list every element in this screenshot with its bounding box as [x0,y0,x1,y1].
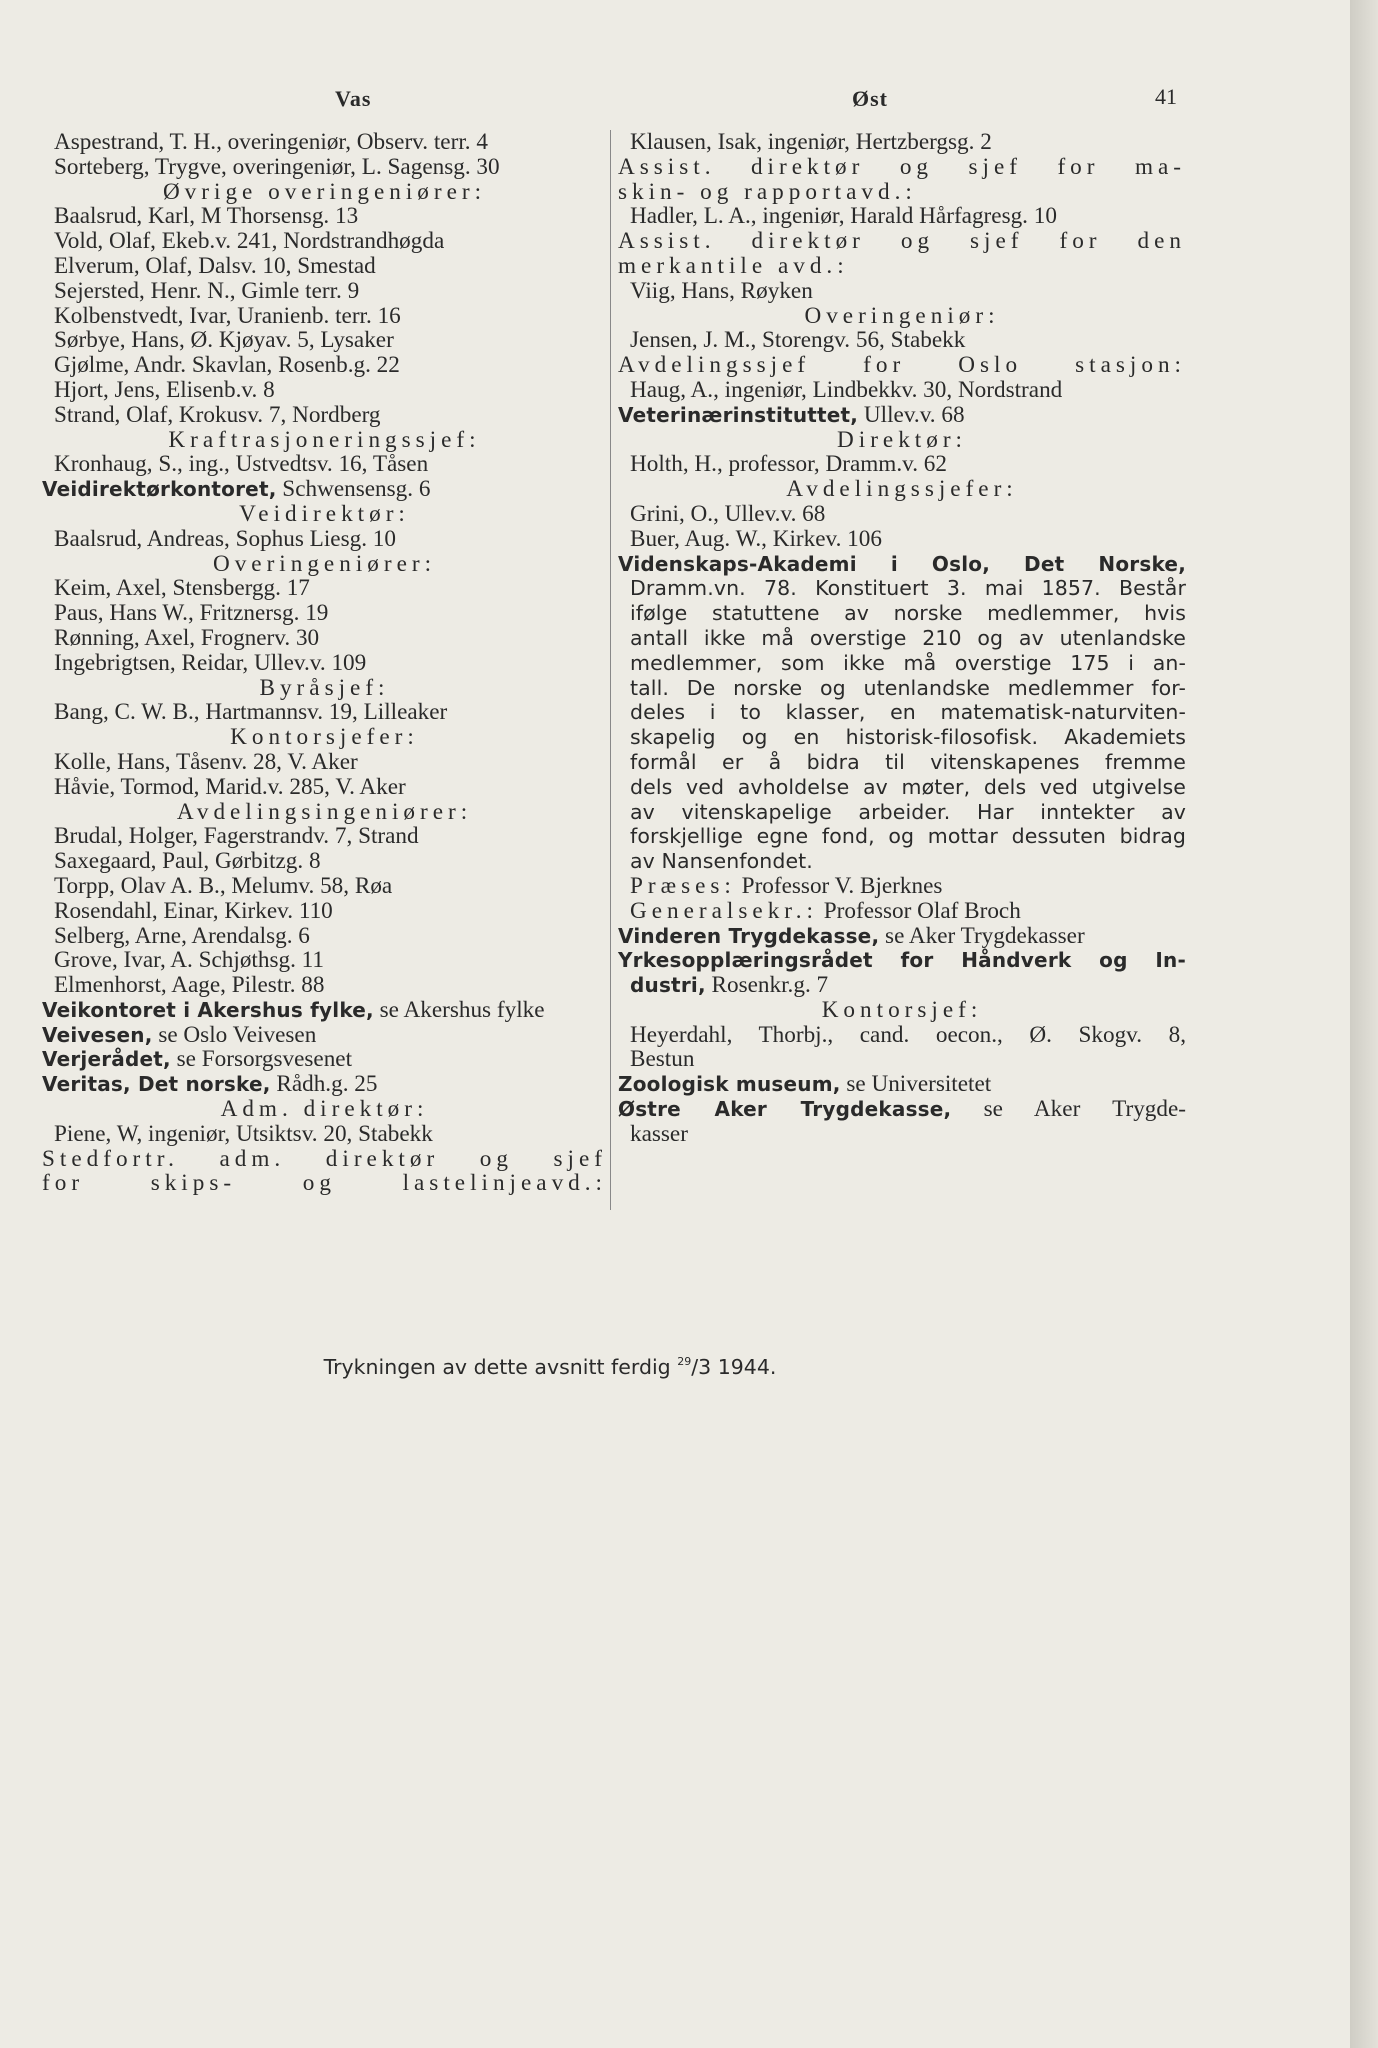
directory-entry [42,304,607,329]
line-text: Stedfortr. adm. direktør og sjef [42,1145,607,1172]
directory-entry [42,204,607,229]
institution-name: Veterinærinstituttet, [618,402,859,427]
line-text: antall ikke må overstige 210 og av utenlandske [630,625,1186,650]
institution-name: Vinderen Trygdekasse, [618,923,880,948]
section-heading [42,428,607,453]
line-text: Avdelingssjef for Oslo stasjon: [618,352,1186,379]
directory-entry [42,328,607,353]
line-text: deles i to klasser, en matematisk-naturviten- [630,700,1186,725]
line-text: av Nansenfondet. [630,849,813,874]
body-text-line [618,676,1186,701]
left-column [42,130,607,1196]
line-text: Kontorsjefer: [230,724,419,751]
directory-entry [42,973,607,998]
body-text-line [618,775,1186,800]
section-heading [618,428,1186,453]
institution-name: Veivesen, [42,1022,153,1047]
section-heading [618,180,1186,205]
section-heading [618,254,1186,279]
line-text: medlemmer, som ikke må overstige 175 i an- [630,650,1186,675]
body-text-line [618,800,1186,825]
directory-entry [618,279,1186,304]
line-text: Grini, O., Ullev.v. 68 [630,500,826,527]
line-text: tall. De norske og utenlandske medlemmer for- [630,675,1186,700]
institution-entry [42,1072,607,1097]
institution-entry [618,973,1186,998]
line-text: se Aker Trygde- [951,1096,1186,1123]
section-heading [42,180,607,205]
directory-entry [42,651,607,676]
institution-name: Veritas, Det norske, [42,1072,271,1097]
section-heading [42,800,607,825]
section-heading [42,676,607,701]
line-text: Elverum, Olaf, Dalsv. 10, Smestad [54,252,376,279]
body-text-line [618,601,1186,626]
section-heading [42,1097,607,1122]
line-text: Håvie, Tormod, Marid.v. 285, V. Aker [54,773,406,800]
body-text-line [618,750,1186,775]
directory-entry [42,750,607,775]
institution-entry [618,1097,1186,1122]
line-text: Bestun [630,1046,695,1073]
line-text: Assist. direktør og sjef for ma- [618,153,1186,180]
line-text: dels ved avholdelse av møter, dels ved utgivelse [630,774,1186,799]
line-text: Ullev.v. 68 [858,401,965,428]
section-heading [42,1147,607,1172]
line-text: Rådh.g. 25 [270,1071,378,1098]
line-text: Brudal, Holger, Fagerstrandv. 7, Strand [54,823,419,850]
section-heading [618,998,1186,1023]
directory-entry [618,1023,1186,1048]
directory-entry [42,824,607,849]
line-text: Viig, Hans, Røyken [630,277,813,304]
line-text: formål er å bidra til vitenskapenes fremme [630,749,1186,774]
directory-entry [42,874,607,899]
institution-entry [618,924,1186,949]
line-text: Heyerdahl, Thorbj., cand. oecon., Ø. Skogv. 8, [630,1021,1186,1048]
directory-entry [42,353,607,378]
line-text: se Oslo Veivesen [152,1021,317,1048]
institution-entry [618,1072,1186,1097]
institution-entry [618,948,1186,973]
line-text: ifølge statuttene av norske medlemmer, hvis [630,601,1186,626]
body-text-line [618,824,1186,849]
printing-note-month: /3 [691,1355,712,1379]
directory-entry [618,452,1186,477]
line-text: Dramm.vn. 78. Konstituert 3. mai 1857. Består [630,576,1186,601]
line-text: Kontorsjef: [821,996,983,1023]
page-number: 41 [1155,84,1177,109]
line-text: se Universitetet [840,1071,992,1098]
section-heading [42,552,607,577]
directory-entry [618,328,1186,353]
directory-entry [42,378,607,403]
line-text: Schwensensg. 6 [276,476,431,503]
line-text: Klausen, Isak, ingeniør, Hertzbergsg. 2 [630,129,992,155]
line-text: Torpp, Olav A. B., Melumv. 58, Røa [54,872,393,899]
section-heading [618,229,1186,254]
line-text: Paus, Hans W., Fritznersg. 19 [54,600,329,627]
line-text: Kolbenstvedt, Ivar, Uranienb. terr. 16 [54,302,401,329]
line-text: Sørbye, Hans, Ø. Kjøyav. 5, Lysaker [54,327,394,354]
institution-entry [42,1047,607,1072]
line-text: Rosenkr.g. 7 [705,972,829,999]
running-head-left: Vas [335,86,372,111]
officer-entry [618,874,1186,899]
directory-entry [42,527,607,552]
column-divider [610,130,611,1210]
line-text: Rønning, Axel, Frognerv. 30 [54,624,320,651]
line-text: merkantile avd.: [618,252,849,279]
directory-entry [42,155,607,180]
line-text: Hjort, Jens, Elisenb.v. 8 [54,376,275,403]
directory-entry [42,626,607,651]
line-text: Vold, Olaf, Ekeb.v. 241, Nordstrandhøgda [54,228,445,255]
directory-entry [42,403,607,428]
section-heading [618,304,1186,329]
printing-note [0,1355,1100,1379]
directory-entry [42,130,607,155]
directory-entry [42,948,607,973]
line-text: Sejersted, Henr. N., Gimle terr. 9 [54,277,360,304]
directory-entry [42,700,607,725]
directory-entry [42,452,607,477]
directory-entry [618,204,1186,229]
line-text: Rosendahl, Einar, Kirkev. 110 [54,897,333,924]
line-text: se Aker Trygdekasser [879,922,1085,949]
line-text: Avdelingssjefer: [786,476,1018,503]
line-text: Ingebrigtsen, Reidar, Ullev.v. 109 [54,649,367,676]
institution-name: Østre Aker Trygdekasse, [618,1097,952,1122]
institution-name: Veikontoret i Akershus fylke, [42,997,374,1022]
line-text: Professor V. Bjerknes [735,872,943,899]
line-text: Kronhaug, S., ing., Ustvedtsv. 16, Tåsen [54,451,429,478]
body-text-line [618,576,1186,601]
line-text: Overingeniør: [804,302,1000,329]
section-heading [618,353,1186,378]
institution-name: Yrkesopplæringsrådet for Håndverk og In- [618,948,1186,973]
line-text: forskjellige egne fond, og mottar dessuten bidrag [630,824,1186,849]
line-text: se Akershus fylke [373,996,545,1023]
line-text: Sorteberg, Trygve, overingeniør, L. Sagensg. 30 [54,153,500,180]
section-heading [618,477,1186,502]
line-text: Avdelingsingeniører: [176,798,473,825]
line-text: Aspestrand, T. H., overingeniør, Observ. terr. 4 [54,129,488,155]
directory-entry [618,1122,1186,1147]
line-text: Bang, C. W. B., Hartmannsv. 19, Lilleaker [54,699,448,726]
institution-name: Videnskaps-Akademi i Oslo, Det Norske, [618,551,1186,576]
line-text: Kraftrasjoneringssjef: [168,426,481,453]
institution-entry [42,1023,607,1048]
body-text-line [618,725,1186,750]
line-text: Holth, H., professor, Dramm.v. 62 [630,451,947,478]
institution-entry [42,998,607,1023]
officer-title: Præses: [630,872,736,899]
line-text: Overingeniører: [212,550,437,577]
body-text-line [618,849,1186,874]
line-text: Haug, A., ingeniør, Lindbekkv. 30, Nordstrand [630,376,1063,403]
body-text-line [618,626,1186,651]
section-heading [42,1171,607,1196]
line-text: Keim, Axel, Stensbergg. 17 [54,575,310,602]
line-text: Gjølme, Andr. Skavlan, Rosenb.g. 22 [54,352,400,379]
line-text: Elmenhorst, Aage, Pilestr. 88 [54,972,325,999]
printing-note-year: 1944. [711,1355,777,1379]
line-text: Byråsjef: [259,674,390,701]
directory-entry [618,527,1186,552]
institution-entry [42,477,607,502]
line-text: Selberg, Arne, Arendalsg. 6 [54,922,310,949]
institution-entry [618,552,1186,577]
section-heading [618,155,1186,180]
line-text: Buer, Aug. W., Kirkev. 106 [630,525,882,552]
line-text: Jensen, J. M., Storengv. 56, Stabekk [630,327,966,354]
institution-name: Zoologisk museum, [618,1072,841,1097]
right-column [618,130,1186,1147]
line-text: kasser [630,1120,688,1147]
directory-entry [618,130,1186,155]
directory-entry [42,254,607,279]
directory-entry [42,576,607,601]
line-text: Adm. direktør: [220,1096,429,1123]
officer-title: Generalsekr.: [630,897,818,924]
line-text: Direktør: [837,426,967,453]
officer-entry [618,899,1186,924]
printing-note-text: Trykningen av dette avsnitt ferdig [323,1355,671,1379]
line-text: Assist. direktør og sjef for den [618,228,1186,255]
directory-entry [42,899,607,924]
line-text: Baalsrud, Andreas, Sophus Liesg. 10 [54,525,396,552]
line-text: Saxegaard, Paul, Gørbitzg. 8 [54,848,321,875]
line-text: skin- og rapportavd.: [618,178,917,205]
body-text-line [618,651,1186,676]
section-heading [42,725,607,750]
line-text: Øvrige overingeniører: [162,178,487,205]
line-text: Professor Olaf Broch [817,897,1021,924]
directory-entry [42,601,607,626]
line-text: skapelig og en historisk-filosofisk. Akademiets [630,725,1186,750]
line-text: se Forsorgsvesenet [170,1046,353,1073]
directory-entry [618,502,1186,527]
line-text: Strand, Olaf, Krokusv. 7, Nordberg [54,401,381,428]
directory-entry [618,1047,1186,1072]
line-text: Veidirektør: [239,500,410,527]
directory-entry [42,279,607,304]
printing-note-day: 29 [677,1355,692,1368]
running-head-right: Øst [852,86,888,111]
institution-name: dustri, [630,973,706,998]
institution-entry [618,403,1186,428]
institution-name: Veidirektørkontoret, [42,477,277,502]
line-text: Grove, Ivar, A. Schjøthsg. 11 [54,947,324,974]
directory-entry [42,775,607,800]
line-text: Kolle, Hans, Tåsenv. 28, V. Aker [54,748,358,775]
directory-entry [42,849,607,874]
directory-entry [618,378,1186,403]
line-text: av vitenskapelige arbeider. Har inntekter av [630,799,1186,824]
directory-entry [42,229,607,254]
line-text: for skips- og lastelinjeavd.: [42,1170,607,1197]
line-text: Hadler, L. A., ingeniør, Harald Hårfagresg. 10 [630,203,1057,230]
line-text: Baalsrud, Karl, M Thorsensg. 13 [54,203,359,230]
directory-entry [42,924,607,949]
page-edge [1350,0,1378,2048]
line-text: Piene, W, ingeniør, Utsiktsv. 20, Stabekk [54,1120,433,1147]
section-heading [42,502,607,527]
body-text-line [618,700,1186,725]
institution-name: Verjerådet, [42,1047,171,1072]
directory-entry [42,1122,607,1147]
